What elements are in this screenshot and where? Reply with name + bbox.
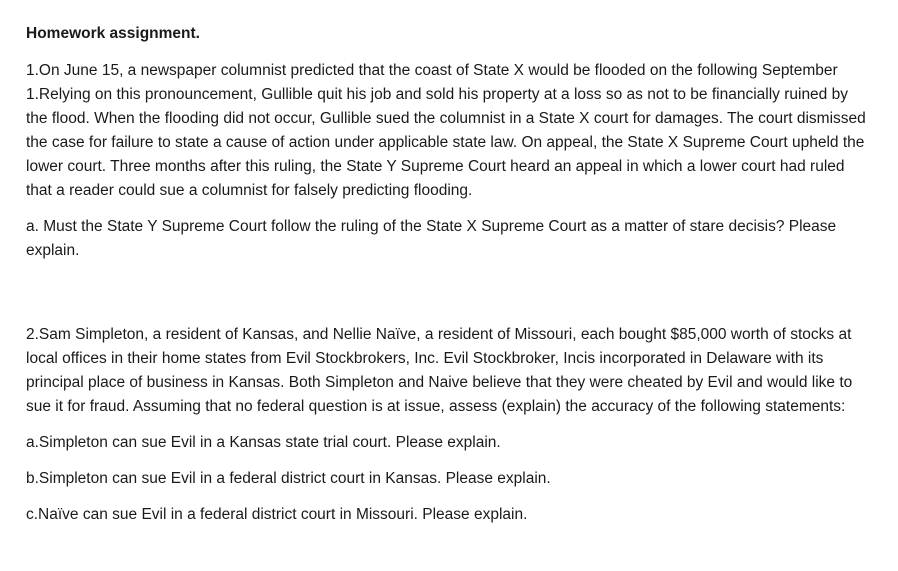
question-2-part-a: a.Simpleton can sue Evil in a Kansas state trial court. Please explain. (26, 434, 501, 451)
question-2-part-c: c.Naïve can sue Evil in a federal district court in Missouri. Please explain. (26, 506, 528, 523)
question-2-paragraph: 2.Sam Simpleton, a resident of Kansas, and Nellie Naïve, a resident of Missouri, each bought $85,000 worth of stocks at local offices in their home states from Evil Stockbrokers, Inc. Evil Stockbroker, Incis incorporated in Delaware with its principal place of business in Kansas. Both Simpleton and Naive believe that they were cheated by Evil and would like to sue it for fraud. Assuming that no federal question is at issue, assess (explain) the accuracy of the following statements: (26, 326, 853, 415)
document-title: Homework assignment. (26, 25, 200, 42)
question-1-paragraph: 1.On June 15, a newspaper columnist predicted that the coast of State X would be flooded on the following September 1.Relying on this pronouncement, Gullible quit his job and sold his property at a loss so as not to be financially ruined by the flood. When the flooding did not occur, Gullible sued the columnist in a State X court for damages. The court dismissed the case for failure to state a cause of action under applicable state law. On appeal, the State X Supreme Court upheld the lower court. Three months after this ruling, the State Y Supreme Court heard an appeal in which a lower court had ruled that a reader could sue a columnist for falsely predicting flooding. (26, 62, 866, 199)
section-spacer (26, 275, 872, 323)
question-1-part-a: a. Must the State Y Supreme Court follow the ruling of the State X Supreme Court as a matter of stare decisis? Please explain. (26, 218, 837, 259)
question-2-part-b: b.Simpleton can sue Evil in a federal district court in Kansas. Please explain. (26, 470, 551, 487)
